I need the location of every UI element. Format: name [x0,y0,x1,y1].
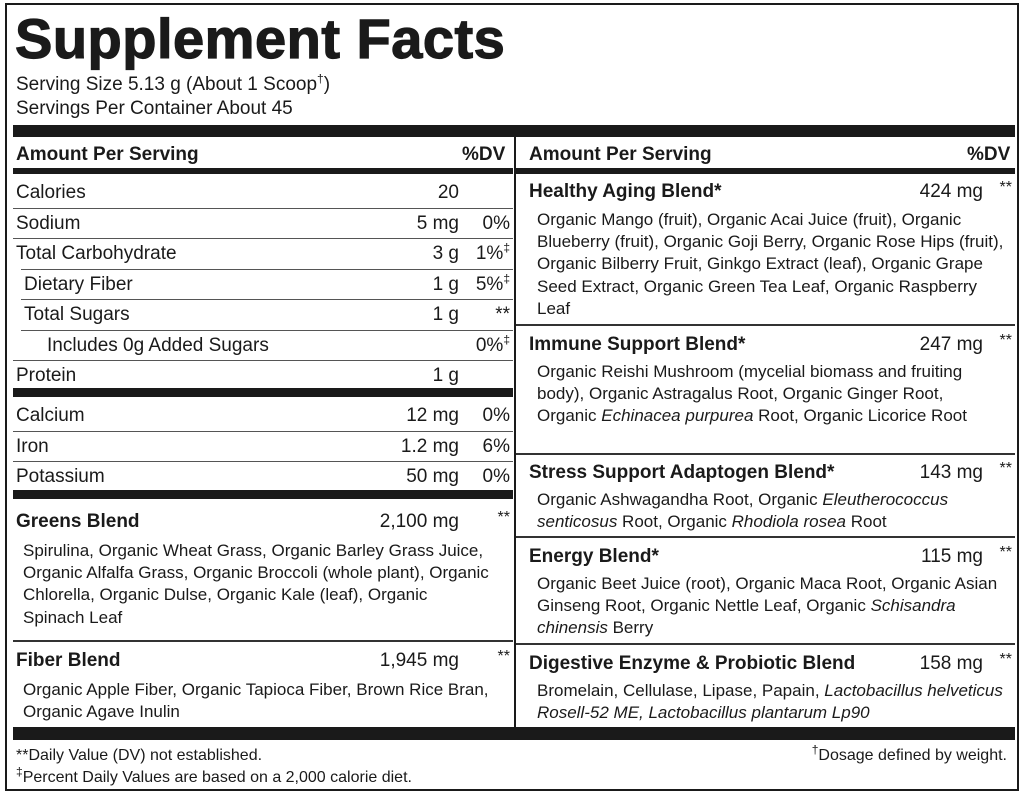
nutrient-dv-value: 0% [475,335,504,356]
left-header-amount: Amount Per Serving [16,144,199,165]
ingredient-text: Root, Organic Licorice Root [753,406,967,426]
blend-amount: 158 mg [919,653,983,674]
mineral-name: Calcium [16,405,85,426]
top-thick-bar [13,125,1015,137]
nutrient-name: Sodium [16,213,81,234]
blend-name: Stress Support Adaptogen Blend* [529,462,835,483]
blend-amount: 424 mg [919,181,983,202]
blend-rule [516,643,1015,645]
mineral-amount: 50 mg [406,466,459,487]
blend-rule [516,536,1015,538]
bottom-thick-bar [13,727,1015,740]
serving-size: Serving Size 5.13 g (About 1 Scoop†) [16,71,331,95]
ingredient-text: Root, Organic [617,512,732,532]
blend-name: Healthy Aging Blend* [529,181,722,202]
mineral-amount: 12 mg [406,405,459,426]
dv-footnote-mark: ‡ [503,332,510,347]
nutrient-dv-value: ** [495,304,510,325]
ingredient-text: Root [846,512,887,532]
nutrient-name: Total Carbohydrate [16,243,177,264]
blend-rule [516,453,1015,455]
mineral-dv: 0% [482,466,510,487]
ingredient-text: Organic Reishi Mushroom (mycelial biomass and fruiting body), Organic Astragalus Root, Organic Ginger Root, Organic [537,362,963,426]
blend-ingredients [537,573,1007,640]
ingredient-latin-name: Schisandra chinensis [537,596,956,638]
blend-dv: ** [999,179,1012,196]
blend-ingredients: Organic Apple Fiber, Organic Tapioca Fiber, Brown Rice Bran, Organic Agave Inulin [23,680,489,722]
blend-ingredients [537,361,1007,428]
servings-per-container: Servings Per Container About 45 [16,98,293,119]
blend-amount: 143 mg [919,462,983,483]
nutrient-amount: 1 g [432,274,459,295]
nutrient-dv-value: 5% [475,274,504,295]
nutrient-dv [462,270,510,300]
mineral-name: Potassium [16,466,105,487]
blend-name: Fiber Blend [16,650,121,671]
blend-ingredients: Organic Mango (fruit), Organic Acai Juice (fruit), Organic Blueberry (fruit), Organic Goji Berry, Organic Rose Hips (fruit), Organic Bilberry Fruit, Ginkgo Extract (leaf), Organic Grape Seed Extract, Organic Green Tea Leaf, Organic Raspberry Leaf [537,210,1004,318]
blend-dv: ** [497,509,510,526]
right-header-dv: %DV [967,144,1011,165]
nutrient-name: Total Sugars [24,304,130,325]
ingredient-latin-name: Lactobacillus helveticus Rosell-52 ME, Lactobacillus plantarum Lp90 [537,681,1003,723]
nutrient-name: Calories [16,182,86,203]
blend-ingredients [537,680,1007,724]
mineral-blend-bar [13,490,513,499]
blend-name: Greens Blend [16,511,140,532]
ingredient-latin-name: Echinacea purpurea [601,406,754,426]
right-header-amount: Amount Per Serving [529,144,712,165]
column-divider [514,137,516,729]
ingredient-text: Organic Ashwagandha Root, Organic [537,490,823,509]
blend-amount: 247 mg [919,334,983,355]
supplement-facts-panel [5,3,1019,791]
ingredient-text: Berry [607,618,654,638]
blend-ingredients [537,489,1007,533]
mineral-dv: 0% [482,405,510,426]
nutrient-amount: 5 mg [416,213,459,234]
nutrient-mineral-bar [13,388,513,397]
nutrient-name: Protein [16,365,77,386]
footnote-percent-dv: ‡Percent Daily Values are based on a 2,000 calorie diet. [16,764,412,786]
nutrient-amount: 1 g [432,304,459,325]
left-header-dv: %DV [462,144,506,165]
mineral-amount: 1.2 mg [400,436,459,457]
nutrient-dv [462,361,510,391]
left-header-bar [13,168,513,174]
nutrient-amount: 3 g [432,243,459,264]
mineral-name: Iron [16,436,49,457]
nutrient-dv [462,178,510,208]
nutrient-dv [462,239,510,269]
blend-dv: ** [999,651,1012,668]
blend-name: Digestive Enzyme & Probiotic Blend [529,653,856,674]
nutrient-dv-value: 0% [482,213,510,234]
nutrient-name: Includes 0g Added Sugars [47,335,269,356]
ingredient-latin-name: Rhodiola rosea [731,512,847,532]
nutrient-amount: 20 [437,182,459,203]
footnote-dv-not-established: **Daily Value (DV) not established. [16,747,263,764]
nutrient-dv-value: 1% [475,243,504,264]
mineral-dv: 6% [482,436,510,457]
blend-ingredients: Spirulina, Organic Wheat Grass, Organic Barley Grass Juice, Organic Alfalfa Grass, Organic Broccoli (whole plant), Organic Chlorella, Organic Dulse, Organic Kale (leaf), Organic Spinach Leaf [23,541,489,627]
ingredient-text: Bromelain, Cellulase, Lipase, Papain, [537,681,825,700]
panel-title: Supplement Facts [15,7,506,70]
blend-rule [13,640,513,642]
blend-dv: ** [497,648,510,665]
blend-dv: ** [999,544,1012,561]
nutrient-amount: 1 g [432,365,459,386]
right-header-bar [516,168,1015,174]
ingredient-latin-name: Eleutherococcus senticosus [537,490,949,532]
nutrient-amount [307,331,459,361]
nutrient-dv [462,209,510,239]
blend-rule [516,324,1015,326]
blend-name: Immune Support Blend* [529,334,746,355]
nutrient-dv [462,331,510,361]
ingredient-text: Organic Beet Juice (root), Organic Maca Root, Organic Asian Ginseng Root, Organic Nettle Leaf, Organic [537,574,998,616]
nutrient-dv [462,300,510,330]
dv-footnote-mark: ‡ [503,240,510,255]
blend-amount: 1,945 mg [379,650,459,671]
nutrient-name: Dietary Fiber [24,274,133,295]
blend-amount: 2,100 mg [379,511,459,532]
footnote-dosage: †Dosage defined by weight. [811,742,1007,764]
blend-dv: ** [999,332,1012,349]
blend-dv: ** [999,460,1012,477]
dv-footnote-mark: ‡ [503,271,510,286]
blend-name: Energy Blend* [529,546,659,567]
blend-amount: 115 mg [921,546,983,567]
